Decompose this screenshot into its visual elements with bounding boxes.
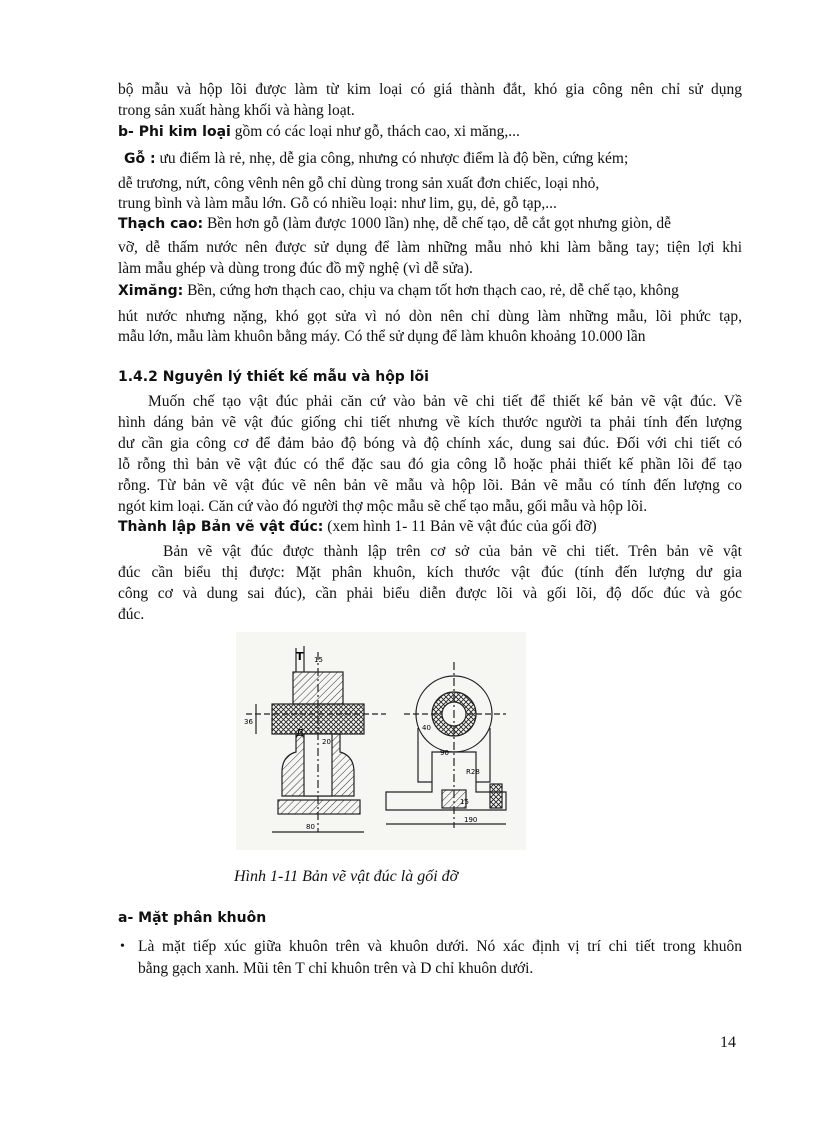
bullet-text: Là mặt tiếp xúc giữa khuôn trên và khuôn dưới. Nó xác định vị trí chi tiết trong khuôn bbox=[138, 938, 742, 955]
text-line bbox=[118, 214, 671, 234]
text-line: hút nước nhưng nặng, khó gọt sửa vì nó dòn nên chỉ dùng làm những mẫu, lõi phức tạp, bbox=[118, 308, 742, 325]
text-line: mẫu lớn, mẫu làm khuôn bằng máy. Có thể sử dụng để làm khuôn khoảng 10.000 lần bbox=[118, 328, 646, 345]
section-heading-a: a- Mặt phân khuôn bbox=[118, 910, 267, 926]
label-t: T bbox=[296, 650, 304, 663]
figure-caption: Hình 1-11 Bản vẽ vật đúc là gối đỡ bbox=[234, 868, 459, 885]
label-d: Д bbox=[296, 728, 304, 739]
text-span: (xem hình 1- 11 Bản vẽ vật đúc của gối đỡ) bbox=[323, 518, 597, 535]
dim-label: 20 bbox=[322, 738, 331, 746]
subheading-phi-kim-loai: b- Phi kim loại bbox=[118, 124, 231, 140]
text-line: dễ trương, nứt, công vênh nên gỗ chỉ dùng trong sản xuất đơn chiếc, loại nhỏ, bbox=[118, 175, 600, 192]
term-ximang: Ximăng: bbox=[118, 283, 184, 299]
text-line: trong sản xuất hàng khối và hàng loạt. bbox=[118, 102, 355, 119]
paragraph-line: đúc cần biểu thị được: Mặt phân khuôn, kích thước vật đúc (tính đến lượng dư gia bbox=[118, 564, 742, 581]
text-line: vỡ, dễ thấm nước nên được sử dụng để làm những mẫu nhỏ khi làm bằng tay; tiện lợi khi bbox=[118, 239, 742, 256]
page-number: 14 bbox=[720, 1034, 736, 1051]
dim-label: 190 bbox=[464, 816, 478, 824]
paragraph-line: lỗ rỗng thì bản vẽ vật đúc có thể đặc sau đó gia công lỗ hoặc phải thiết kế phần lõi để tạo bbox=[118, 456, 742, 473]
dim-label: 36 bbox=[244, 718, 253, 726]
text-line: bộ mẫu và hộp lõi được làm từ kim loại có giá thành đắt, khó gia công nên chỉ sử dụng bbox=[118, 81, 742, 98]
casting-drawing-figure bbox=[236, 632, 526, 850]
dim-label: 15 bbox=[314, 656, 323, 664]
paragraph-line: đúc. bbox=[118, 606, 145, 623]
paragraph-line: Muốn chế tạo vật đúc phải căn cứ vào bản vẽ chi tiết để thiết kế bản vẽ vật đúc. Về bbox=[148, 393, 742, 410]
text-line bbox=[124, 149, 628, 169]
text-span: Bền hơn gỗ (làm được 1000 lần) nhẹ, dễ chế tạo, dễ cắt gọt nhưng giòn, dễ bbox=[203, 215, 672, 232]
text-line bbox=[118, 122, 520, 142]
section-heading-1-4-2: 1.4.2 Nguyên lý thiết kế mẫu và hộp lõi bbox=[118, 369, 429, 385]
paragraph-line: rỗng. Từ bản vẽ vật đúc vẽ nên bản vẽ mẫu và hộp lõi. Bản vẽ mẫu có tính đến lượng co bbox=[118, 477, 742, 494]
paragraph-line: hình dáng bản vẽ vật đúc giống chi tiết nhưng về kích thước người ta phải tính đến lượng bbox=[118, 414, 742, 431]
dim-label: R28 bbox=[466, 768, 480, 776]
paragraph-line: Bản vẽ vật đúc được thành lập trên cơ sở của bản vẽ chi tiết. Trên bản vẽ vật bbox=[163, 543, 742, 560]
term-go: Gỗ : bbox=[124, 151, 156, 167]
bullet-text: bằng gạch xanh. Mũi tên T chỉ khuôn trên và D chỉ khuôn dưới. bbox=[138, 960, 534, 977]
paragraph-line: dư cần gia công cơ để đảm bảo độ bóng và độ chính xác, dung sai đúc. Đối với chi tiết có bbox=[118, 435, 742, 452]
bullet-icon: • bbox=[120, 939, 125, 954]
text-line bbox=[118, 517, 597, 537]
paragraph-line: công cơ và dung sai đúc), cần phải biểu diễn được lõi và gối lõi, độ dốc đúc và góc bbox=[118, 585, 742, 602]
term-thach-cao: Thạch cao: bbox=[118, 216, 204, 232]
dim-label: 80 bbox=[306, 823, 315, 831]
dim-label: 90 bbox=[440, 749, 449, 757]
dim-label: 40 bbox=[422, 724, 431, 732]
term-thanh-lap: Thành lập Bản vẽ vật đúc: bbox=[118, 519, 324, 535]
text-span: Bền, cứng hơn thạch cao, chịu va chạm tốt hơn thạch cao, rẻ, dễ chế tạo, không bbox=[183, 282, 679, 299]
paragraph-line: ngót kim loại. Căn cứ vào đó người thợ mộc mẫu sẽ chế tạo mẫu, gối mẫu và hộp lõi. bbox=[118, 498, 648, 515]
text-span: ưu điểm là rẻ, nhẹ, dễ gia công, nhưng có nhược điểm là độ bền, cứng kém; bbox=[155, 150, 629, 167]
text-line: làm mẫu ghép và dùng trong đúc đồ mỹ nghệ (vì dễ sửa). bbox=[118, 260, 473, 277]
text-span: gồm có các loại như gỗ, thách cao, xi măng,... bbox=[230, 123, 520, 140]
text-line bbox=[118, 281, 679, 301]
text-line: trung bình và làm mẫu lớn. Gỗ có nhiều loại: như lim, gụ, dẻ, gỗ tạp,... bbox=[118, 195, 557, 212]
dim-label: 15 bbox=[460, 798, 469, 806]
